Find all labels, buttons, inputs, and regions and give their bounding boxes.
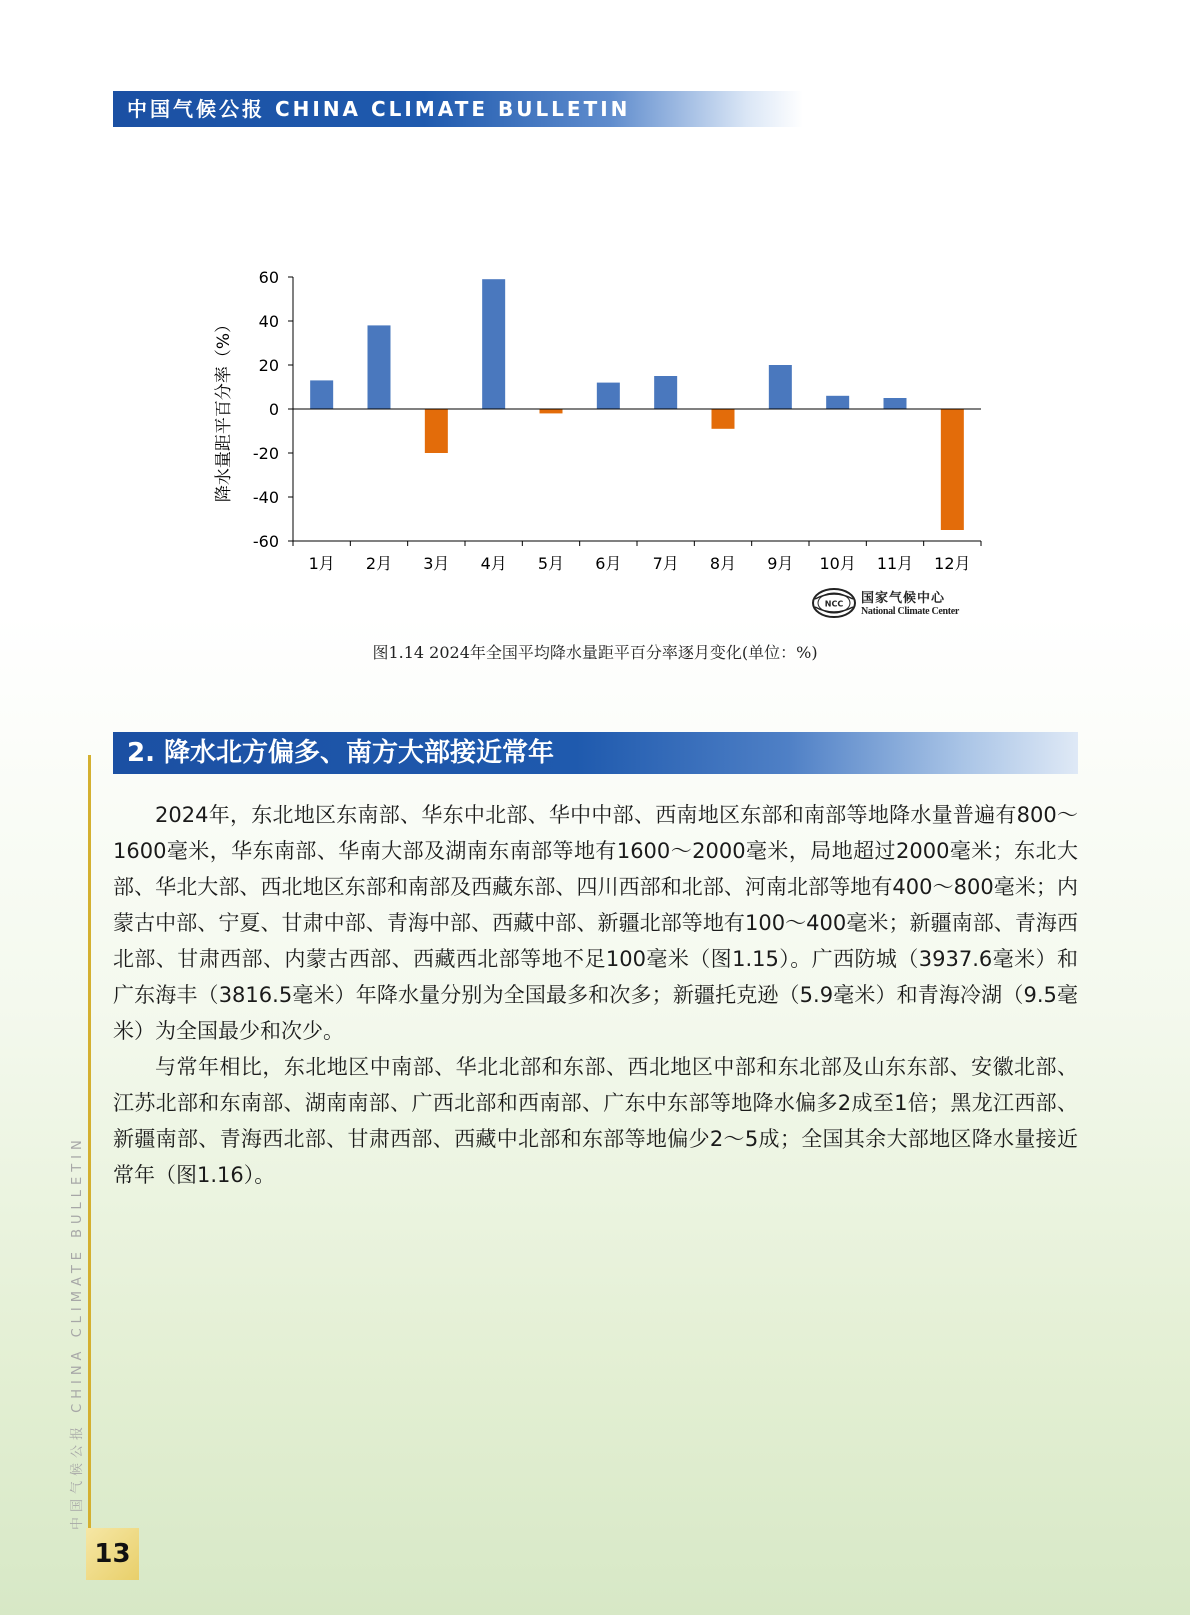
y-tick-label: 20: [258, 356, 279, 375]
bar: [769, 365, 792, 409]
x-tick-label: 4月: [480, 554, 507, 573]
bar: [540, 409, 563, 413]
bar: [368, 325, 391, 409]
ncc-logo: [811, 587, 971, 623]
x-tick-label: 7月: [652, 554, 679, 573]
figure-caption: 图1.14 2024年全国平均降水量距平百分率逐月变化(单位：%): [372, 643, 818, 662]
x-tick-label: 11月: [876, 554, 914, 573]
section-header: [113, 732, 1078, 774]
bar: [654, 376, 677, 409]
precipitation-anomaly-chart: [0, 0, 1190, 680]
y-tick-label: 0: [268, 400, 279, 419]
x-tick-label: 5月: [537, 554, 565, 573]
page-number: 13: [86, 1528, 139, 1580]
x-tick-label: 10月: [819, 554, 856, 573]
bar: [712, 409, 735, 429]
bar: [941, 409, 964, 530]
y-tick-label: 60: [258, 268, 279, 287]
y-tick-label: -20: [252, 444, 279, 463]
x-tick-label: 6月: [595, 554, 622, 573]
section-title: 2. 降水北方偏多、南方大部接近常年: [127, 738, 555, 768]
x-tick-label: 3月: [423, 554, 450, 573]
x-tick-label: 1月: [308, 554, 335, 573]
x-tick-label: 9月: [767, 554, 794, 573]
logo-english-name: National Climate Center: [861, 606, 960, 617]
paragraph: 2024年，东北地区东南部、华东中北部、华中中部、西南地区东部和南部等地降水量普遍有800～1600毫米，华东南部、华南大部及湖南东南部等地有1600～2000毫米，局地超过2000毫米；东北大部、华北大部、西北地区东部和南部及西藏东部、四川西部和北部、河南北部等地有400～800毫米；内蒙古中部、宁夏、甘肃中部、青海中部、西藏中部、新疆北部等地有100～400毫米；新疆南部、青海西北部、甘肃西部、内蒙古西部、西藏西北部等地不足100毫米（图1.15）。广西防城（3937.6毫米）和广东海丰（3816.5毫米）年降水量分别为全国最多和次多；新疆托克逊（5.9毫米）和青海冷湖（9.5毫米）为全国最少和次少。: [113, 803, 1078, 1043]
bar: [826, 396, 849, 409]
y-tick-label: 40: [258, 312, 279, 331]
ncc-emblem-icon: [811, 587, 857, 619]
logo-chinese-name: 国家气候中心: [861, 591, 946, 606]
y-axis-title: 降水量距平百分率（%）: [214, 315, 234, 503]
header-title: 中国气候公报 CHINA CLIMATE BULLETIN: [127, 97, 631, 121]
logo-emblem-text: NCC: [824, 599, 844, 609]
sidebar-rule: [88, 755, 91, 1530]
sidebar-label: 中国气候公报 CHINA CLIMATE BULLETIN: [70, 1135, 85, 1530]
bar: [884, 398, 907, 409]
y-tick-label: -60: [252, 532, 279, 551]
bar: [310, 380, 333, 409]
bar: [425, 409, 448, 453]
x-tick-label: 12月: [934, 554, 971, 573]
body-text: [113, 797, 1078, 1193]
x-tick-label: 2月: [365, 554, 393, 573]
bar: [482, 279, 505, 409]
bar: [597, 383, 620, 409]
paragraph: 与常年相比，东北地区中南部、华北北部和东部、西北地区中部和东北部及山东东部、安徽北部、江苏北部和东南部、湖南南部、广西北部和西南部、广东中东部等地降水偏多2成至1倍；黑龙江西部、新疆南部、青海西北部、甘肃西部、西藏中北部和东部等地偏少2～5成；全国其余大部地区降水量接近常年（图1.16）。: [113, 1055, 1078, 1187]
x-tick-label: 8月: [709, 554, 737, 573]
y-tick-label: -40: [252, 488, 279, 507]
